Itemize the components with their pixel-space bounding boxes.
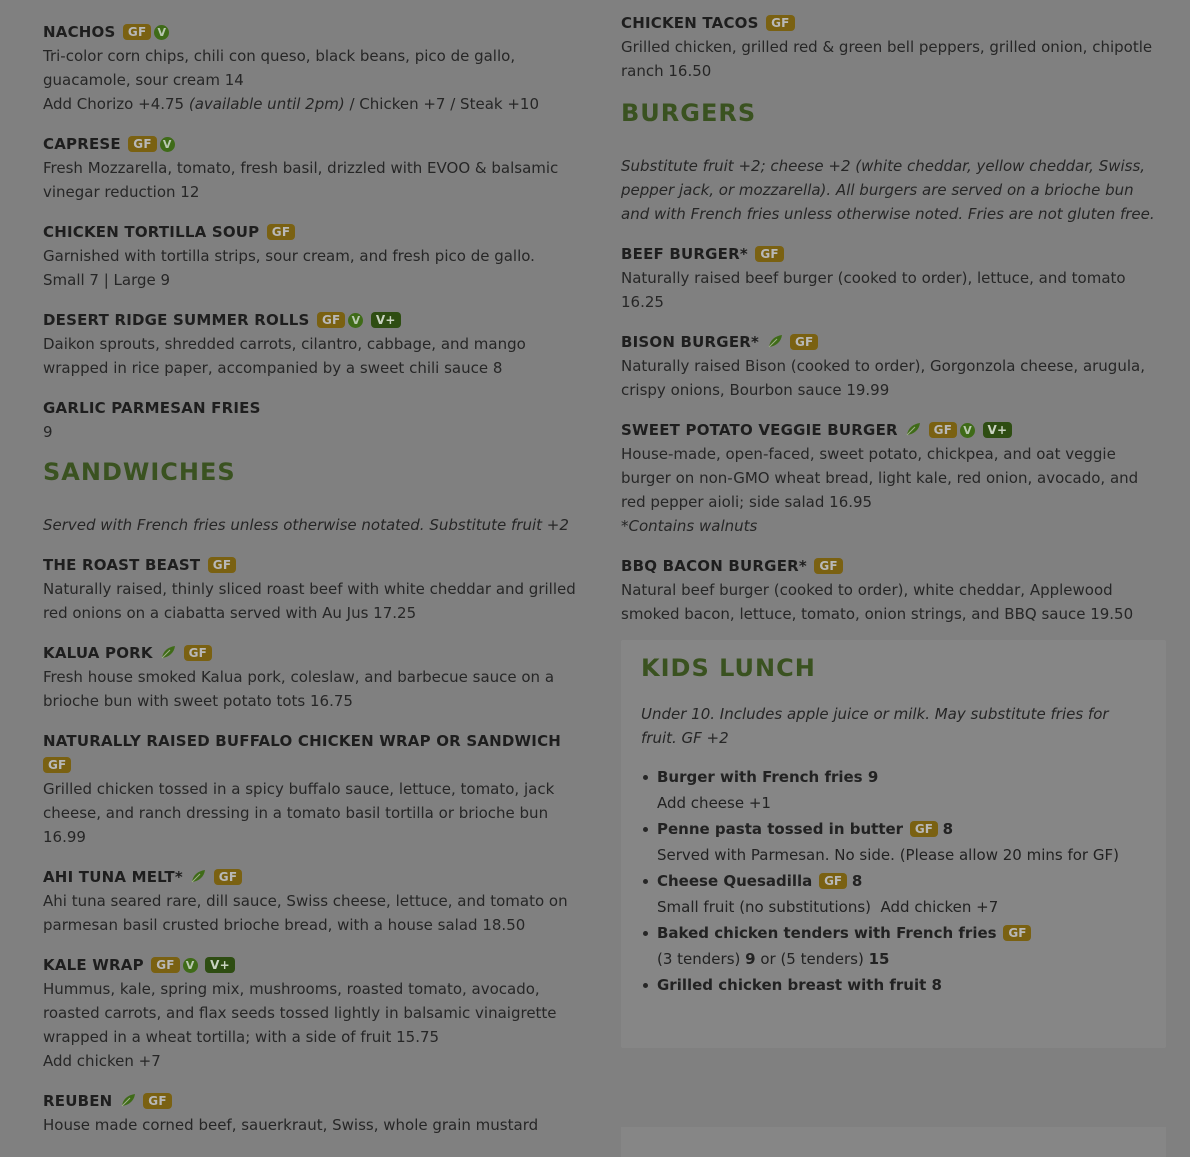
item-title: BBQ BACON BURGER* bbox=[621, 557, 807, 575]
item-description: Ahi tuna seared rare, dill sauce, Swiss cheese, lettuce, and tomato on parmesan basil crusted brioche bread, with a house salad 18.50 bbox=[43, 892, 568, 934]
gf-badge: GF bbox=[755, 246, 783, 262]
kid-item-price: 9 bbox=[745, 950, 756, 968]
addon-note: (available until 2pm) bbox=[188, 95, 345, 113]
gf-badge: GF bbox=[123, 24, 151, 40]
item-title: NACHOS bbox=[43, 23, 116, 41]
item-title: KALE WRAP bbox=[43, 956, 144, 974]
vegan-badge: V+ bbox=[371, 312, 401, 328]
menu-item-buffalo-chicken bbox=[43, 729, 591, 849]
kid-item-name: Penne pasta tossed in butter bbox=[657, 820, 904, 838]
item-description: Naturally raised beef burger (cooked to order), lettuce, and tomato 16.25 bbox=[621, 269, 1126, 311]
vegan-badge: V+ bbox=[205, 957, 235, 973]
item-title: CHICKEN TORTILLA SOUP bbox=[43, 223, 260, 241]
item-description: Daikon sprouts, shredded carrots, cilantro, cabbage, and mango wrapped in rice paper, accompanied by a sweet chili sauce 8 bbox=[43, 335, 526, 377]
menu-item-ahi-tuna-melt bbox=[43, 865, 591, 937]
item-description: Grilled chicken tossed in a spicy buffalo sauce, lettuce, tomato, jack cheese, and ranch dressing in a tomato basil tortilla or brioche bun 16.99 bbox=[43, 780, 555, 846]
list-item bbox=[657, 764, 1146, 816]
kid-item-name: Cheese Quesadilla bbox=[657, 872, 813, 890]
addon-text-2: / Chicken +7 / Steak +10 bbox=[344, 95, 539, 113]
item-description: Naturally raised, thinly sliced roast beef with white cheddar and grilled red onions on a ciabatta served with Au Jus 17.25 bbox=[43, 580, 576, 622]
gf-badge: GF bbox=[929, 422, 957, 438]
leaf-icon bbox=[160, 645, 176, 659]
leaf-icon bbox=[767, 334, 783, 348]
kid-item-price: 8 bbox=[851, 872, 863, 890]
item-title: BISON BURGER* bbox=[621, 333, 760, 351]
item-note: *Contains walnuts bbox=[621, 517, 758, 535]
section-intro: Served with French fries unless otherwise notated. Substitute fruit +2 bbox=[43, 516, 569, 534]
leaf-icon bbox=[190, 869, 206, 883]
menu-item-bison-burger bbox=[621, 330, 1166, 402]
kid-item-name: Burger with French fries 9 bbox=[657, 768, 879, 786]
item-addons: Add chicken +7 bbox=[43, 1052, 161, 1070]
next-section-box bbox=[621, 1127, 1166, 1157]
kid-item-name: Grilled chicken breast with fruit 8 bbox=[657, 976, 942, 994]
item-title: KALUA PORK bbox=[43, 644, 153, 662]
item-description: Fresh Mozzarella, tomato, fresh basil, drizzled with EVOO & balsamic vinegar reduction 12 bbox=[43, 159, 559, 201]
kid-item-name: Baked chicken tenders with French fries bbox=[657, 924, 997, 942]
vegetarian-badge: V bbox=[183, 958, 198, 973]
menu-item-veggie-burger bbox=[621, 418, 1166, 538]
list-item bbox=[657, 816, 1146, 868]
menu-item-summer-rolls bbox=[43, 308, 591, 380]
item-description: 9 bbox=[43, 423, 53, 441]
section-heading-burgers: BURGERS bbox=[621, 99, 757, 127]
item-description: Hummus, kale, spring mix, mushrooms, roasted tomato, avocado, roasted carrots, and flax seeds tossed lightly in balsamic vinaigrette wrapped in a wheat tortilla; with a side of fruit 15.75 bbox=[43, 980, 557, 1046]
item-title: SWEET POTATO VEGGIE BURGER bbox=[621, 421, 898, 439]
menu-item-bbq-bacon-burger bbox=[621, 554, 1166, 626]
kid-item-sub: Add cheese +1 bbox=[657, 794, 771, 812]
leaf-icon bbox=[120, 1093, 136, 1107]
gf-badge: GF bbox=[910, 821, 938, 837]
item-title: NATURALLY RAISED BUFFALO CHICKEN WRAP OR SANDWICH bbox=[43, 732, 562, 750]
menu-item-kalua-pork bbox=[43, 641, 591, 713]
gf-badge: GF bbox=[814, 558, 842, 574]
kid-item-sub: or (5 tenders) bbox=[755, 950, 869, 968]
section-heading-kids-lunch: KIDS LUNCH bbox=[641, 654, 816, 682]
kid-item-sub: (3 tenders) bbox=[657, 950, 746, 968]
menu-item-garlic-fries bbox=[43, 396, 591, 444]
menu-item-nachos bbox=[43, 20, 591, 116]
left-column bbox=[43, 20, 591, 1153]
item-title: REUBEN bbox=[43, 1092, 113, 1110]
list-item bbox=[657, 868, 1146, 920]
gf-badge: GF bbox=[790, 334, 818, 350]
gf-badge: GF bbox=[128, 136, 156, 152]
item-title: BEEF BURGER* bbox=[621, 245, 748, 263]
gf-badge: GF bbox=[208, 557, 236, 573]
gf-badge: GF bbox=[143, 1093, 171, 1109]
item-description: Grilled chicken, grilled red & green bell peppers, grilled onion, chipotle ranch 16.50 bbox=[621, 38, 1153, 80]
menu-item-beef-burger bbox=[621, 242, 1166, 314]
menu-item-kale-wrap bbox=[43, 953, 591, 1073]
section-heading-sandwiches: SANDWICHES bbox=[43, 458, 236, 486]
section-intro: Under 10. Includes apple juice or milk. May substitute fries for fruit. GF +2 bbox=[641, 705, 1109, 747]
gf-badge: GF bbox=[1003, 925, 1031, 941]
kid-item-price: 15 bbox=[868, 950, 890, 968]
menu-item-chicken-tortilla-soup bbox=[43, 220, 591, 292]
kid-item-price: 8 bbox=[942, 820, 954, 838]
list-item bbox=[657, 920, 1146, 972]
item-title: DESERT RIDGE SUMMER ROLLS bbox=[43, 311, 310, 329]
kid-item-sub: Served with Parmesan. No side. (Please allow 20 mins for GF) bbox=[657, 846, 1119, 864]
item-description: Fresh house smoked Kalua pork, coleslaw, and barbecue sauce on a brioche bun with sweet potato tots 16.75 bbox=[43, 668, 555, 710]
gf-badge: GF bbox=[43, 757, 71, 773]
section-intro: Substitute fruit +2; cheese +2 (white cheddar, yellow cheddar, Swiss, pepper jack, or mozzarella). All burgers are served on a brioche bun and with French fries unless otherwise noted. Fries are not gluten free. bbox=[621, 157, 1155, 223]
vegetarian-badge: V bbox=[154, 25, 169, 40]
vegan-badge: V+ bbox=[983, 422, 1013, 438]
item-description: Garnished with tortilla strips, sour cream, and fresh pico de gallo. bbox=[43, 247, 535, 265]
item-sizes: Small 7 | Large 9 bbox=[43, 271, 171, 289]
gf-badge: GF bbox=[184, 645, 212, 661]
list-item bbox=[657, 972, 1146, 998]
gf-badge: GF bbox=[214, 869, 242, 885]
kids-menu-list bbox=[641, 764, 1146, 998]
item-description: House made corned beef, sauerkraut, Swiss, whole grain mustard bbox=[43, 1116, 539, 1134]
item-description: Natural beef burger (cooked to order), white cheddar, Applewood smoked bacon, lettuce, tomato, onion strings, and BBQ sauce 19.50 bbox=[621, 581, 1134, 623]
kid-item-sub: Small fruit (no substitutions) Add chicken +7 bbox=[657, 898, 999, 916]
leaf-icon bbox=[905, 422, 921, 436]
right-column bbox=[621, 11, 1166, 1048]
menu-item-caprese bbox=[43, 132, 591, 204]
item-title: AHI TUNA MELT* bbox=[43, 868, 183, 886]
menu-item-roast-beast bbox=[43, 553, 591, 625]
item-title: THE ROAST BEAST bbox=[43, 556, 201, 574]
item-title: CAPRESE bbox=[43, 135, 121, 153]
vegetarian-badge: V bbox=[160, 137, 175, 152]
menu-item-reuben bbox=[43, 1089, 591, 1137]
gf-badge: GF bbox=[819, 873, 847, 889]
menu-item-chicken-tacos bbox=[621, 11, 1166, 83]
addon-text: Add Chorizo +4.75 bbox=[43, 95, 189, 113]
item-description: Tri-color corn chips, chili con queso, black beans, pico de gallo, guacamole, sour cream 14 bbox=[43, 47, 516, 89]
item-description: House-made, open-faced, sweet potato, chickpea, and oat veggie burger on non-GMO wheat bread, light kale, red onion, avocado, and red pepper aioli; side salad 16.95 bbox=[621, 445, 1139, 511]
vegetarian-badge: V bbox=[348, 313, 363, 328]
vegetarian-badge: V bbox=[960, 423, 975, 438]
kids-lunch-box bbox=[621, 640, 1166, 1048]
gf-badge: GF bbox=[766, 15, 794, 31]
item-description: Naturally raised Bison (cooked to order), Gorgonzola cheese, arugula, crispy onions, Bourbon sauce 19.99 bbox=[621, 357, 1145, 399]
item-title: CHICKEN TACOS bbox=[621, 14, 759, 32]
gf-badge: GF bbox=[267, 224, 295, 240]
gf-badge: GF bbox=[151, 957, 179, 973]
item-addons bbox=[43, 92, 591, 116]
item-title: GARLIC PARMESAN FRIES bbox=[43, 399, 261, 417]
gf-badge: GF bbox=[317, 312, 345, 328]
